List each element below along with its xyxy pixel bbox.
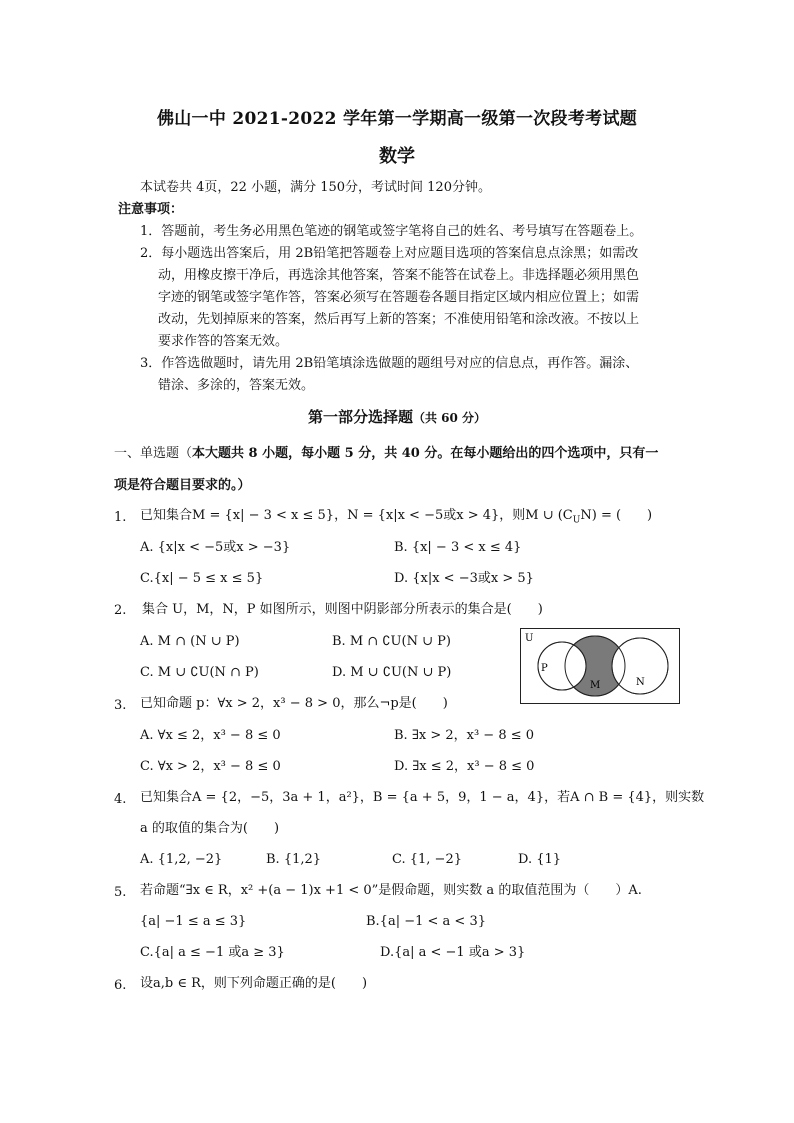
part-one-line1	[114, 444, 658, 464]
option-c: C. ∀x > 2，x³ − 8 ≤ 0	[140, 759, 281, 774]
exam-intro: 本试卷共 4页，22 小题，满分 150分，考试时间 120分钟。	[140, 180, 491, 195]
question-number: 3.	[114, 698, 127, 713]
part-one-label: 一、单选题（	[114, 446, 193, 461]
option-c: C. {1, −2}	[392, 852, 462, 867]
question-stem: 已知命题 p：∀x > 2，x³ − 8 > 0，那么¬p是( )	[140, 696, 448, 711]
exam-title: 佛山一中 2021-2022 学年第一学期高一级第一次段考考试题	[156, 109, 638, 129]
q1-stem-sub: U	[572, 515, 581, 526]
notice-line: 2．每小题选出答案后，用 2B铅笔把答题卷上对应题目选项的答案信息点涂黑；如需改	[140, 246, 639, 261]
notice-line: 1．答题前，考生务必用黑色笔迹的钢笔或签字笔将自己的姓名、考号填写在答题卷上。	[140, 224, 643, 239]
option-d: D. M ∪ ∁U(N ∪ P)	[332, 665, 452, 680]
venn-diagram	[520, 628, 680, 704]
option-d: D. ∃x ≤ 2，x³ − 8 ≤ 0	[394, 759, 535, 774]
question-stem-continued: a 的取值的集合为( )	[140, 821, 280, 836]
notice-line: 字迹的钢笔或签字笔作答，答案必须写在答题卷各题目指定区域内相应位置上；如需	[158, 290, 640, 305]
option-b: B. {1,2}	[266, 852, 322, 867]
question-number: 5.	[114, 885, 127, 900]
option-a: A. ∀x ≤ 2，x³ − 8 ≤ 0	[140, 728, 281, 743]
notice-line: 要求作答的答案无效。	[158, 334, 289, 349]
option-c: C. M ∪ ∁U(N ∩ P)	[140, 665, 259, 680]
venn-label-n: N	[636, 677, 645, 688]
option-d: D. {1}	[518, 852, 562, 867]
part-one-rules: 本大题共 8 小题，每小题 5 分，共 40 分。在每小题给出的四个选项中，只有一	[192, 446, 659, 461]
section-title-text: 第一部分选择题	[307, 408, 413, 426]
option-b: B. {x| − 3 < x ≤ 4}	[394, 540, 522, 555]
option-b: B.{a| −1 < a < 3}	[366, 914, 486, 929]
notice-heading: 注意事项：	[118, 202, 184, 217]
option-d: D. {x|x < −3或x > 5}	[394, 571, 534, 586]
notice-line: 动，用橡皮擦干净后，再选涂其他答案，答案不能答在试卷上。非选择题必须用黑色	[158, 268, 640, 283]
option-a: {a| −1 ≤ a ≤ 3}	[140, 914, 247, 929]
part-one-line2: 项是符合题目要求的。）	[114, 478, 251, 493]
option-a: A. {1,2, −2}	[140, 852, 223, 867]
question-number: 6.	[114, 978, 127, 993]
venn-label-m: M	[590, 680, 601, 691]
venn-label-u: U	[525, 633, 534, 644]
question-number: 1.	[114, 510, 127, 525]
q1-stem-end: N) = ( )	[580, 508, 653, 523]
notice-line: 3．作答选做题时，请先用 2B铅笔填涂选做题的题组号对应的信息点，再作答。漏涂、	[140, 356, 639, 371]
q1-stem-text: 已知集合M = {x| − 3 < x ≤ 5}，N = {x|x < −5或x > 4}，则M ∪ (C	[140, 508, 573, 523]
option-a: A. M ∩ (N ∪ P)	[140, 634, 240, 649]
section-score: （共 60 分）	[412, 411, 487, 425]
question-number: 2.	[114, 603, 127, 618]
subject-title: 数学	[379, 146, 415, 167]
option-b: B. M ∩ ∁U(N ∪ P)	[332, 634, 451, 649]
section-title	[0, 406, 794, 427]
question-stem: 已知集合A = {2，−5，3a + 1，a²}，B = {a + 5，9，1 − a，4}，若A ∩ B = {4}，则实数	[140, 790, 705, 805]
venn-label-p: P	[541, 663, 548, 674]
notice-line: 改动，先划掉原来的答案，然后再写上新的答案；不准使用铅笔和涂改液。不按以上	[158, 312, 640, 327]
question-stem: 若命题“∃x ∈ R，x² +(a − 1)x +1 < 0”是假命题，则实数 a 的取值范围为（ ）A.	[140, 883, 642, 898]
option-c: C.{a| a ≤ −1 或a ≥ 3}	[140, 945, 285, 960]
question-stem	[140, 506, 652, 531]
option-d: D.{a| a < −1 或a > 3}	[380, 945, 526, 960]
option-b: B. ∃x > 2，x³ − 8 ≤ 0	[394, 728, 535, 743]
question-stem: 设a,b ∈ R，则下列命题正确的是( )	[140, 976, 368, 991]
option-c: C.{x| − 5 ≤ x ≤ 5}	[140, 571, 264, 586]
notice-line: 错涂、多涂的，答案无效。	[158, 378, 315, 393]
question-number: 4.	[114, 792, 127, 807]
question-stem: 集合 U，M，N，P 如图所示，则图中阴影部分所表示的集合是( )	[142, 602, 543, 617]
option-a: A. {x|x < −5或x > −3}	[140, 540, 291, 555]
